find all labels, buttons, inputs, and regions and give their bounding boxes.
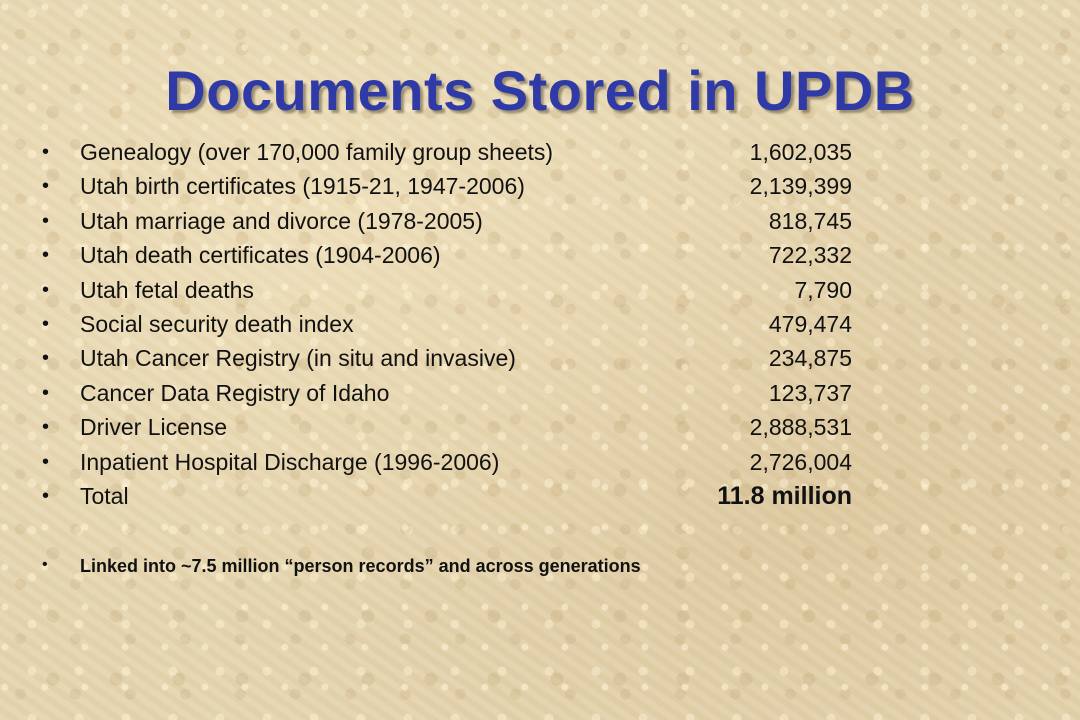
item-label: Utah marriage and divorce (1978-2005) (80, 207, 483, 234)
note-text: Linked into ~7.5 million “person records” and across generations (80, 556, 641, 576)
bullet-icon: • (42, 381, 50, 404)
item-count: 479,474 (768, 310, 852, 337)
item-label: Social security death index (80, 310, 354, 337)
item-label: Genealogy (over 170,000 family group sheets) (80, 139, 554, 165)
total-value: 11.8 million (717, 481, 852, 510)
bullet-icon: • (42, 484, 50, 507)
item-label: Driver License (80, 414, 227, 441)
list-item (42, 238, 862, 272)
list-item (42, 307, 862, 341)
item-count: 1,602,035 (749, 139, 852, 165)
bullet-icon: • (42, 175, 50, 198)
item-label: Utah death certificates (1904-2006) (80, 242, 441, 269)
bullet-icon: • (42, 141, 50, 163)
bullet-icon: • (42, 450, 50, 473)
item-label: Utah birth certificates (1915-21, 1947-2006) (80, 173, 525, 200)
bullet-icon: • (42, 347, 50, 370)
item-count: 2,139,399 (749, 173, 852, 200)
list-item (42, 410, 862, 444)
item-count: 2,888,531 (749, 414, 852, 441)
item-label: Utah fetal deaths (80, 276, 254, 303)
bullet-icon: • (42, 416, 50, 439)
bullet-icon: • (42, 278, 50, 301)
document-list (42, 135, 862, 513)
list-item (42, 204, 862, 238)
item-count: 722,332 (768, 242, 852, 269)
item-count: 2,726,004 (749, 448, 852, 475)
item-label: Cancer Data Registry of Idaho (80, 379, 390, 406)
list-item (42, 169, 862, 203)
item-label: Inpatient Hospital Discharge (1996-2006) (80, 448, 500, 475)
list-item (42, 273, 862, 307)
bullet-icon: • (42, 209, 50, 232)
item-count: 234,875 (768, 345, 852, 372)
bullet-icon: • (42, 556, 48, 573)
slide-title: Documents Stored in UPDB (165, 59, 915, 122)
item-count: 818,745 (768, 207, 852, 234)
bullet-icon: • (42, 244, 50, 267)
total-row (42, 479, 862, 513)
list-item (42, 445, 862, 479)
item-count: 7,790 (794, 276, 852, 303)
list-item (42, 135, 862, 169)
list-item (42, 341, 862, 375)
list-item (42, 376, 862, 410)
bullet-icon: • (42, 312, 50, 335)
total-label: Total (80, 482, 129, 509)
item-label: Utah Cancer Registry (in situ and invasive) (80, 345, 516, 372)
item-count: 123,737 (768, 379, 852, 406)
